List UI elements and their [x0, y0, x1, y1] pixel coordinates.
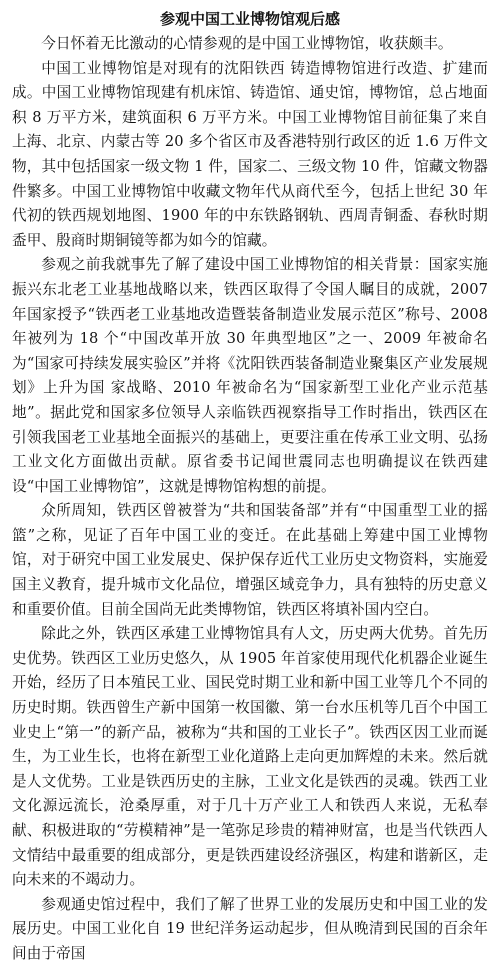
paragraph-significance: 众所周知，铁西区曾被誉为“共和国装备部”并有“中国重型工业的摇篮”之称，见证了百年中国工业的变迁。在此基础上筹建中国工业博物馆，对于研究中国工业发展史、保护保存近代工业历史文物资料，实施爱国主义教育，提升城市文化品位，增强区域竞争力，具有独特的历史意义和重要价值。目前全国尚无此类博物馆，铁西区将填补国内空白。 — [12, 502, 488, 618]
paragraph-intro: 今日怀着无比激动的心情参观的是中国工业博物馆，收获颇丰。 — [41, 35, 453, 52]
paragraph-history-hall: 参观通史馆过程中，我们了解了世界工业的发展历史和中国工业的发展历史。中国工业化自 19 世纪洋务运动起步，但从晚清到民国的百余年间由于帝国 — [12, 895, 488, 962]
paragraph-advantages: 除此之外，铁西区承建工业博物馆具有人文，历史两大优势。首先历史优势。铁西区工业历史悠久，从 1905 年首家使用现代化机器企业诞生开始，经历了日本殖民工业、国民党时期工业和新中国工业等几个不同的历史时期。铁西曾生产新中国第一枚国徽、第一台水压机等几百个中国工业史上“第一”的新产品，被称为“共和国的工业长子”。铁西区因工业而诞生，为工业生长，也将在新型工业化道路上走向更加辉煌的未来。然后就是人文优势。工业是铁西历史的主脉，工业文化是铁西的灵魂。铁西工业文化源远流长，沧桑厚重，对于几十万产业工人和铁西人来说，无私奉献、积极进取的“劳模精神”是一笔弥足珍贵的精神财富，也是当代铁西人文情结中最重要的组成部分，更是铁西建设经济强区，构建和谐新区，走向未来的不竭动力。 — [12, 625, 488, 889]
paragraph-museum-overview: 中国工业博物馆是对现有的沈阳铁西 铸造博物馆进行改造、扩建而成。中国工业博物馆现建有机床馆、铸造馆、通史馆，博物馆，总占地面积 8 万平方米，建筑面积 6 万平方米。中国工业博物馆目前征集了来自上海、北京、内蒙古等 20 多个省区市及香港特别行政区的近 1.6 万件文物，其中包括国家一级文物 1 件，国家二、三级文物 10 件，馆藏文物器件繁多。中国工业博物馆中收藏文物年代从商代至今，包括上世纪 30 年代初的铁西规划地图、1900 年的中东铁路钢轨、西周青铜盉、春秋时期盉甲、殷商时期铜镜等都为如今的馆藏。 — [12, 59, 488, 249]
paragraph-background: 参观之前我就事先了解了建设中国工业博物馆的相关背景：国家实施振兴东北老工业基地战略以来，铁西区取得了令国人瞩目的成就，2007 年国家授予“铁西老工业基地改造暨装备制造业发展示范区”称号、2008 年被列为 18 个“中国改革开放 30 年典型地区”之一、2009 年被命名为“国家可持续发展实验区”并将《沈阳铁西装备制造业聚集区产业发展规划》上升为国 家战略、2010 年被命名为“国家新型工业化产业示范基地”。据此党和国家多位领导人亲临铁西视察指导工作时指出，铁西区在引领我国老工业基地全面振兴的基础上，更要注重在传承工业文明、弘扬工业文化方面做出贡献。原省委书记闻世震同志也明确提议在铁西建设“中国工业博物馆”，这就是博物馆构想的前提。 — [12, 256, 488, 495]
document-title: 参观中国工业博物馆观后感 — [159, 10, 340, 28]
